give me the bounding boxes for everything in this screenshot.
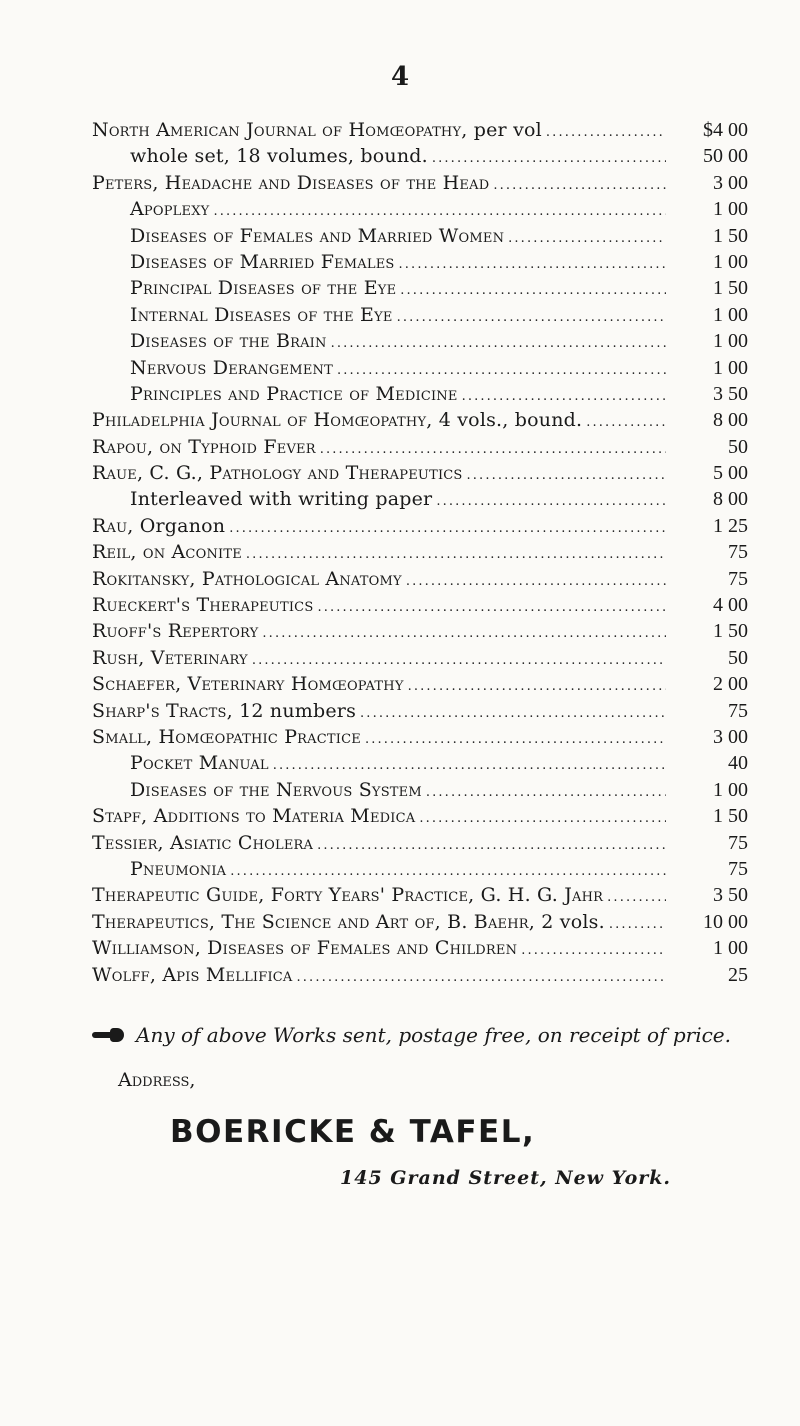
- entry-title-smallcaps: Schaefer, Veterinary Homœopathy: [92, 673, 404, 696]
- entry-title-smallcaps: Diseases of the Brain: [130, 330, 327, 353]
- catalog-entry: [92, 460, 748, 486]
- catalog-entry: [92, 750, 748, 776]
- entry-title: [92, 513, 225, 539]
- entry-title: [92, 698, 356, 724]
- catalog-entry: [92, 170, 748, 196]
- catalog-entry: [92, 777, 748, 803]
- catalog-entry: [92, 249, 748, 275]
- entry-title-smallcaps: Diseases of Females and Married Women: [130, 224, 505, 247]
- entry-title-smallcaps: Rush, Veterinary: [92, 646, 248, 669]
- entry-title: [92, 539, 242, 565]
- catalog-entry: [92, 592, 748, 618]
- entry-price: 1 50: [713, 805, 748, 828]
- book-price-list: [92, 117, 748, 988]
- entry-price: 3 50: [713, 884, 748, 907]
- entry-price: 1 00: [713, 778, 748, 801]
- dot-leader: [436, 486, 666, 515]
- dot-leader: [521, 935, 666, 964]
- entry-title: [92, 671, 404, 697]
- entry-title-plain: Organon: [133, 514, 226, 537]
- catalog-entry: [92, 539, 748, 565]
- dot-leader: [586, 407, 666, 436]
- publisher-address: 145 Grand Street, New York.: [340, 1167, 672, 1189]
- entry-title: [130, 355, 333, 381]
- entry-price: 75: [728, 541, 748, 564]
- dot-leader: [406, 566, 666, 595]
- catalog-entry: [92, 302, 748, 328]
- dot-leader: [432, 143, 666, 172]
- pointing-hand-icon: [92, 1027, 126, 1043]
- catalog-entry: [92, 909, 748, 935]
- entry-title-smallcaps: Diseases of Married Females: [130, 250, 395, 273]
- entry-title: [92, 407, 582, 433]
- catalog-entry: [92, 513, 748, 539]
- catalog-entry: [92, 856, 748, 882]
- entry-title-plain: Interleaved with writing paper: [130, 488, 433, 511]
- entry-title-smallcaps: Diseases of the Nervous System: [130, 778, 422, 801]
- entry-title: [130, 196, 209, 222]
- entry-title-smallcaps: Rueckert's Therapeutics: [92, 594, 314, 617]
- entry-price: 75: [728, 857, 748, 880]
- dot-leader: [546, 117, 666, 146]
- entry-price: 1 00: [713, 250, 748, 273]
- catalog-entry: [92, 724, 748, 750]
- entry-title: [130, 777, 422, 803]
- entry-title: [130, 275, 396, 301]
- entry-title-smallcaps: Therapeutics, The Science and Art of, B. Baehr,: [92, 910, 536, 933]
- mail-order-note: [92, 1023, 748, 1047]
- entry-title-smallcaps: Ruoff's Repertory: [92, 620, 259, 643]
- dot-leader: [607, 882, 666, 911]
- entry-title-smallcaps: North American Journal of Homœopathy,: [92, 119, 468, 141]
- entry-title-smallcaps: Rapou, on Typhoid Fever: [92, 435, 316, 458]
- dot-leader: [399, 249, 666, 278]
- entry-price: 4 00: [713, 594, 748, 617]
- entry-title-smallcaps: Tessier, Asiatic Cholera: [92, 831, 314, 854]
- entry-title-smallcaps: Reil, on Aconite: [92, 541, 242, 564]
- dot-leader: [400, 275, 666, 304]
- catalog-entry: [92, 486, 748, 512]
- entry-title: [92, 645, 248, 671]
- entry-price: 25: [728, 963, 748, 986]
- catalog-entry: [92, 143, 748, 169]
- entry-title: [92, 909, 605, 935]
- entry-title: [130, 223, 504, 249]
- entry-price: 8 00: [713, 488, 748, 511]
- entry-price: 5 00: [713, 462, 748, 485]
- dot-leader: [609, 909, 666, 938]
- entry-price: 2 00: [713, 673, 748, 696]
- entry-title: [92, 830, 313, 856]
- entry-title-smallcaps: Principal Diseases of the Eye: [130, 277, 397, 300]
- entry-price: 75: [728, 567, 748, 590]
- entry-title: [92, 117, 542, 143]
- catalog-entry: [92, 882, 748, 908]
- entry-price: 1 00: [713, 937, 748, 960]
- dot-leader: [337, 355, 666, 384]
- address-label: Address,: [118, 1069, 196, 1091]
- dot-leader: [365, 724, 666, 753]
- entry-price: 8 00: [713, 409, 748, 432]
- catalog-entry: [92, 645, 748, 671]
- entry-title: [130, 856, 226, 882]
- entry-title: [92, 566, 402, 592]
- entry-title-smallcaps: Raue, C. G., Pathology and Therapeutics: [92, 462, 463, 485]
- entry-price: 50: [728, 646, 748, 669]
- entry-title: [92, 460, 463, 486]
- catalog-entry: [92, 935, 748, 961]
- entry-price: 10 00: [703, 910, 748, 933]
- entry-price: 1 00: [713, 198, 748, 221]
- entry-title: [130, 249, 395, 275]
- dot-leader: [397, 302, 666, 331]
- entry-price: 1 50: [713, 224, 748, 247]
- entry-title-smallcaps: Rau,: [92, 514, 134, 537]
- entry-title-smallcaps: Principles and Practice of Medicine: [130, 382, 458, 405]
- catalog-entry: [92, 328, 748, 354]
- entry-price: 1 00: [713, 303, 748, 326]
- entry-title-plain: whole set, 18 volumes, bound.: [130, 145, 428, 168]
- entry-title-smallcaps: Sharp's Tracts,: [92, 699, 233, 722]
- entry-title: [92, 803, 415, 829]
- catalog-entry: [92, 381, 748, 407]
- catalog-entry: [92, 618, 748, 644]
- dot-leader: [408, 671, 666, 700]
- publisher-name: BOERICKE & TAFEL,: [170, 1114, 536, 1150]
- dot-leader: [467, 460, 666, 489]
- catalog-entry: [92, 117, 748, 143]
- entry-price: 3 50: [713, 382, 748, 405]
- entry-title: [130, 143, 428, 169]
- entry-price: $4 00: [703, 119, 748, 141]
- dot-leader: [252, 645, 666, 674]
- catalog-entry: [92, 566, 748, 592]
- catalog-entry: [92, 962, 748, 988]
- dot-leader: [462, 381, 666, 410]
- entry-price: 1 50: [713, 277, 748, 300]
- entry-title: [92, 724, 361, 750]
- dot-leader: [320, 434, 666, 463]
- entry-title: [92, 618, 258, 644]
- entry-title-smallcaps: Pocket Manual: [130, 752, 269, 775]
- entry-price: 40: [728, 752, 748, 775]
- dot-leader: [273, 750, 666, 779]
- dot-leader: [317, 830, 666, 859]
- entry-title-smallcaps: Stapf, Additions to Materia Medica: [92, 805, 416, 828]
- entry-title-smallcaps: Williamson, Diseases of Females and Children: [92, 937, 518, 960]
- entry-title-smallcaps: Apoplexy: [130, 198, 210, 221]
- catalog-entry: [92, 830, 748, 856]
- entry-title: [130, 381, 458, 407]
- dot-leader: [229, 513, 666, 542]
- entry-price: 1 00: [713, 330, 748, 353]
- entry-title-smallcaps: Philadelphia Journal of Homœopathy,: [92, 409, 433, 432]
- dot-leader: [262, 618, 666, 647]
- entry-title-smallcaps: Peters, Headache and Diseases of the Head: [92, 171, 490, 194]
- entry-title: [130, 328, 327, 354]
- entry-title: [92, 434, 316, 460]
- entry-title-smallcaps: Pneumonia: [130, 857, 227, 880]
- catalog-entry: [92, 671, 748, 697]
- catalog-entry: [92, 407, 748, 433]
- entry-title: [92, 935, 517, 961]
- dot-leader: [426, 777, 666, 806]
- catalog-entry: [92, 196, 748, 222]
- entry-title: [130, 302, 393, 328]
- entry-title: [130, 486, 432, 512]
- catalog-entry: [92, 698, 748, 724]
- entry-price: 3 00: [713, 725, 748, 748]
- entry-price: 3 00: [713, 171, 748, 194]
- entry-title: [92, 592, 313, 618]
- catalog-entry: [92, 223, 748, 249]
- entry-title-plain: 4 vols., bound.: [432, 409, 583, 432]
- catalog-entry: [92, 803, 748, 829]
- catalog-entry: [92, 434, 748, 460]
- entry-title-plain: 12 numbers: [232, 699, 357, 722]
- dot-leader: [297, 962, 666, 991]
- dot-leader: [331, 328, 666, 357]
- entry-title-plain: per vol: [467, 119, 542, 141]
- entry-price: 75: [728, 699, 748, 722]
- catalog-entry: [92, 355, 748, 381]
- dot-leader: [508, 223, 666, 252]
- entry-title: [92, 170, 489, 196]
- dot-leader: [419, 803, 666, 832]
- entry-price: 1 25: [713, 514, 748, 537]
- entry-price: 1 00: [713, 356, 748, 379]
- entry-title-smallcaps: Wolff, Apis Mellifica: [92, 963, 293, 986]
- entry-title-smallcaps: Rokitansky, Pathological Anatomy: [92, 567, 402, 590]
- entry-price: 75: [728, 831, 748, 854]
- note-text: Any of above Works sent, postage free, on receipt of price.: [136, 1023, 731, 1047]
- dot-leader: [360, 698, 666, 727]
- page-number: 4: [390, 62, 410, 92]
- entry-price: 50 00: [703, 145, 748, 168]
- dot-leader: [230, 856, 666, 885]
- entry-title-smallcaps: Therapeutic Guide, Forty Years' Practice, G. H. G. Jahr: [92, 884, 604, 907]
- entry-title: [92, 962, 293, 988]
- entry-title: [92, 882, 603, 908]
- entry-title: [130, 750, 269, 776]
- dot-leader: [246, 539, 666, 568]
- entry-price: 50: [728, 435, 748, 458]
- entry-title-smallcaps: Small, Homœopathic Practice: [92, 725, 361, 748]
- entry-title-smallcaps: Nervous Derangement: [130, 356, 333, 379]
- dot-leader: [213, 196, 666, 225]
- entry-price: 1 50: [713, 620, 748, 643]
- entry-title-smallcaps: Internal Diseases of the Eye: [130, 303, 393, 326]
- dot-leader: [493, 170, 666, 199]
- catalog-entry: [92, 275, 748, 301]
- dot-leader: [317, 592, 666, 621]
- entry-title-plain: 2 vols.: [535, 910, 605, 933]
